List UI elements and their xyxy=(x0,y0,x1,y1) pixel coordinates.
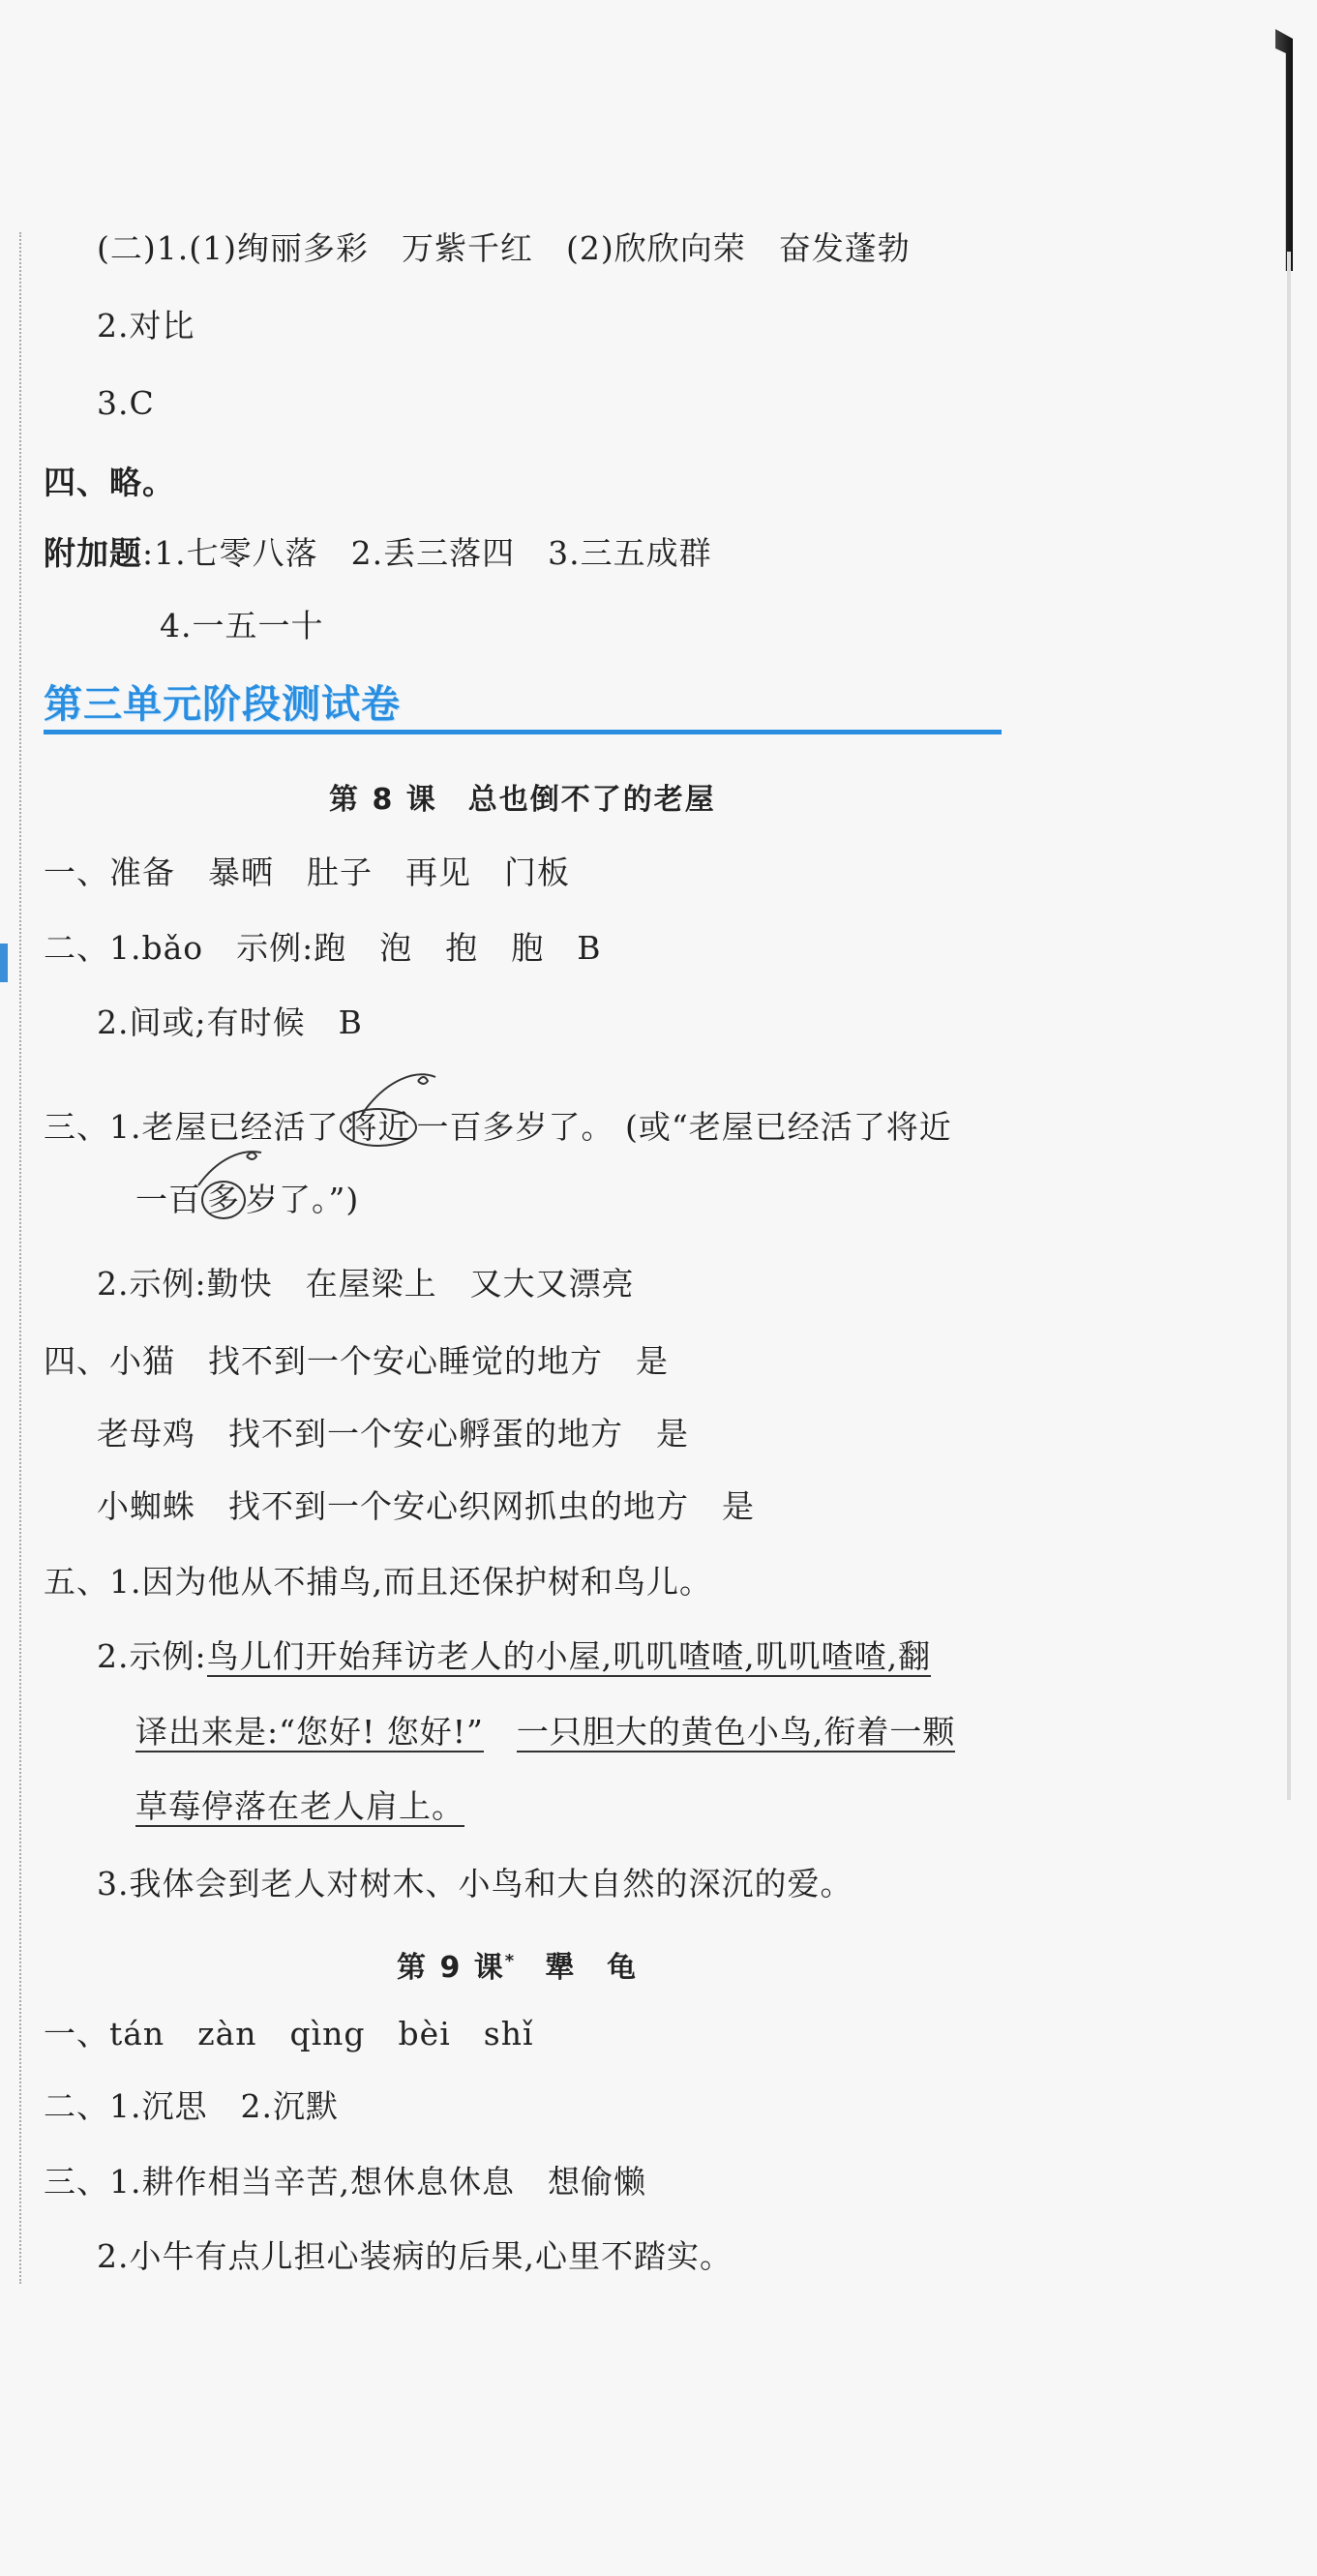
bonus-label: 附加题 xyxy=(44,534,142,572)
answer-line-circled xyxy=(44,1106,952,1149)
answer-line: 2.示例:勤快 在屋梁上 又大又漂亮 xyxy=(97,1265,635,1303)
answer-text: 一百 xyxy=(135,1181,201,1218)
answer-line-underlined xyxy=(97,1635,931,1678)
answer-line: 四、小猫 找不到一个安心睡觉的地方 是 xyxy=(44,1342,669,1380)
underlined-text: 草莓停落在老人肩上。 xyxy=(135,1787,464,1825)
answer-line: 三、1.耕作相当辛苦,想休息休息 想偷懒 xyxy=(44,2163,646,2201)
answer-line-underlined xyxy=(135,1711,955,1753)
answer-line: 五、1.因为他从不捕鸟,而且还保护树和鸟儿。 xyxy=(44,1563,712,1601)
answer-line-underlined xyxy=(135,1785,464,1828)
circled-word: 将近 xyxy=(340,1108,417,1147)
margin-tab-mark xyxy=(0,944,8,982)
section-banner xyxy=(44,677,1002,735)
underlined-text: 鸟儿们开始拜访老人的小屋,叽叽喳喳,叽叽喳喳,翻 xyxy=(206,1637,932,1675)
answer-text: 三、1.老屋已经活了 xyxy=(44,1108,340,1146)
answer-line: 2.间或;有时候 B xyxy=(97,1003,363,1041)
page-margin-rule xyxy=(19,232,21,2284)
underlined-text: 一只胆大的黄色小鸟,衔着一颗 xyxy=(516,1713,956,1751)
page-edge-shadow xyxy=(1287,252,1291,1800)
answer-line: 老母鸡 找不到一个安心孵蛋的地方 是 xyxy=(97,1415,689,1453)
optional-star: * xyxy=(504,1951,517,1971)
answer-line: 二、1.bǎo 示例:跑 泡 抱 胞 B xyxy=(44,929,602,967)
answer-text: 岁了。”) xyxy=(246,1181,360,1218)
answer-line: 4.一五一十 xyxy=(160,607,324,644)
lesson-9-title xyxy=(397,1940,638,1990)
circled-word: 多 xyxy=(201,1181,246,1219)
lesson-9-number: 第 9 课 xyxy=(397,1951,505,1985)
page-binding-edge xyxy=(1275,29,1293,271)
answer-line: (二)1.(1)绚丽多彩 万紫千红 (2)欣欣向荣 奋发蓬勃 xyxy=(97,229,911,267)
bonus-answers: :1.七零八落 2.丢三落四 3.三五成群 xyxy=(142,534,712,572)
answer-text: 2.示例: xyxy=(97,1637,207,1675)
answer-line: 2.小牛有点儿担心装病的后果,心里不踏实。 xyxy=(97,2237,733,2275)
answer-line: 小蜘蛛 找不到一个安心织网抓虫的地方 是 xyxy=(97,1487,755,1525)
lesson-9-name: 犟 龟 xyxy=(545,1951,639,1985)
section-title: 第三单元阶段测试卷 xyxy=(44,682,401,727)
answer-line: 一、tán zàn qìng bèi shǐ xyxy=(44,2015,534,2052)
answer-line: 2.对比 xyxy=(97,307,195,344)
answer-line: 3.我体会到老人对树木、小鸟和大自然的深沉的爱。 xyxy=(97,1865,853,1902)
answer-line: 四、略。 xyxy=(44,464,175,501)
answer-text: 一百多岁了。 (或“老屋已经活了将近 xyxy=(416,1108,952,1146)
underlined-text: 译出来是:“您好! 您好!” xyxy=(135,1713,484,1751)
answer-line: 一、准备 暴晒 肚子 再见 门板 xyxy=(44,854,570,891)
bonus-answer-line xyxy=(44,532,712,575)
correction-mark-icon xyxy=(358,1069,445,1118)
lesson-8-title: 第 8 课 总也倒不了的老屋 xyxy=(329,783,716,817)
answer-line: 二、1.沉思 2.沉默 xyxy=(44,2087,339,2125)
answer-line: 3.C xyxy=(97,384,155,422)
correction-mark-icon xyxy=(194,1147,271,1190)
section-title-rule xyxy=(44,730,1002,734)
